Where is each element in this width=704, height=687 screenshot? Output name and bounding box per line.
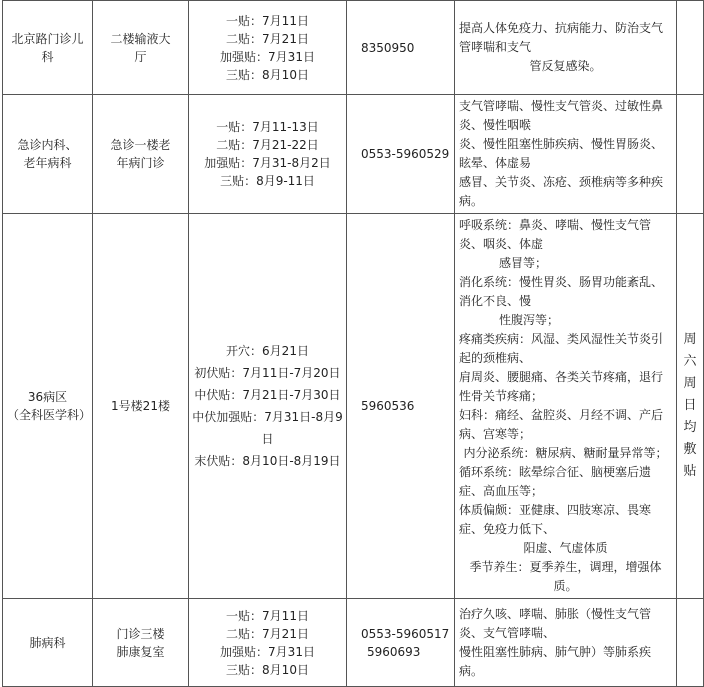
department-cell (3, 1, 93, 95)
table-row (3, 95, 704, 214)
description-cell: 提高人体免疫力、抗病能力、防治支气管哮喘和支气 管反复感染。 (455, 1, 677, 95)
note-cell (677, 95, 704, 214)
description-cell: 治疗久咳、哮喘、肺胀（慢性支气管炎、支气管哮喘、 慢性阻塞性肺病、肺气肿）等肺系疾病。 (455, 599, 677, 687)
department-cell: 急诊内科、 老年病科 (3, 95, 93, 214)
phone-cell: 8350950 (347, 1, 455, 95)
table-row (3, 1, 704, 95)
note-cell (677, 599, 704, 687)
description-cell: 呼吸系统：鼻炎、哮喘、慢性支气管炎、咽炎、体虚 感冒等； 消化系统：慢性胃炎、肠胃功能紊乱、消化不良、慢 性腹泻等； 疼痛类疾病：风湿、类风湿性关节炎引起的颈椎病、 肩周炎、腰腿痛、各类关节疼痛，退行性骨关节疼痛； 妇科：痛经、盆腔炎、月经不调、产后病、宫寒等； 内分泌系统：糖尿病、糖耐量异常等； 循环系统：眩晕综合征、脑梗塞后遗症、高血压等； 体质偏颇：亚健康、四肢寒凉、畏寒症、免疫力低下、 阳虚、气虚体质 季节养生：夏季养生，调理，增强体质。 (455, 214, 677, 599)
schedule-cell: 开穴：6月21日 初伏贴：7月11日-7月20日 中伏贴：7月21日-7月30日 中伏加强贴：7月31日-8月9日 末伏贴：8月10日-8月19日 (189, 214, 347, 599)
note-cell: 周六周 日均敷 贴 (677, 214, 704, 599)
description-cell: 支气管哮喘、慢性支气管炎、过敏性鼻炎、慢性咽喉 炎、慢性阻塞性肺疾病、慢性胃肠炎、眩晕、体虚易 感冒、关节炎、冻疮、颈椎病等多种疾病。 (455, 95, 677, 214)
schedule-cell: 一贴：7月11日 二贴：7月21日 加强贴：7月31日 三贴：8月10日 (189, 599, 347, 687)
phone-cell: 0553-5960529 (347, 95, 455, 214)
location-cell: 1号楼21楼 (93, 214, 189, 599)
location-cell: 二楼输液大 厅 (93, 1, 189, 95)
table-row (3, 599, 704, 687)
acupoint-schedule-table (2, 0, 704, 687)
note-cell (677, 1, 704, 95)
weekend-note: 周六周 (683, 332, 697, 391)
location-cell: 急诊一楼老 年病门诊 (93, 95, 189, 214)
department-cell: 肺病科 (3, 599, 93, 687)
phone-cell: 5960536 (347, 214, 455, 599)
schedule-cell: 一贴：7月11日 二贴：7月21日 加强贴：7月31日 三贴：8月10日 (189, 1, 347, 95)
table-row (3, 214, 704, 599)
phone-cell: 0553-5960517 5960693 (347, 599, 455, 687)
department-cell: 36病区 （全科医学科） (3, 214, 93, 599)
department-name: 北京路门诊儿科 (11, 31, 84, 64)
location-cell: 门诊三楼 肺康复室 (93, 599, 189, 687)
schedule-cell: 一贴：7月11-13日 二贴：7月21-22日 加强贴：7月31-8月2日 三贴：8月9-11日 (189, 95, 347, 214)
